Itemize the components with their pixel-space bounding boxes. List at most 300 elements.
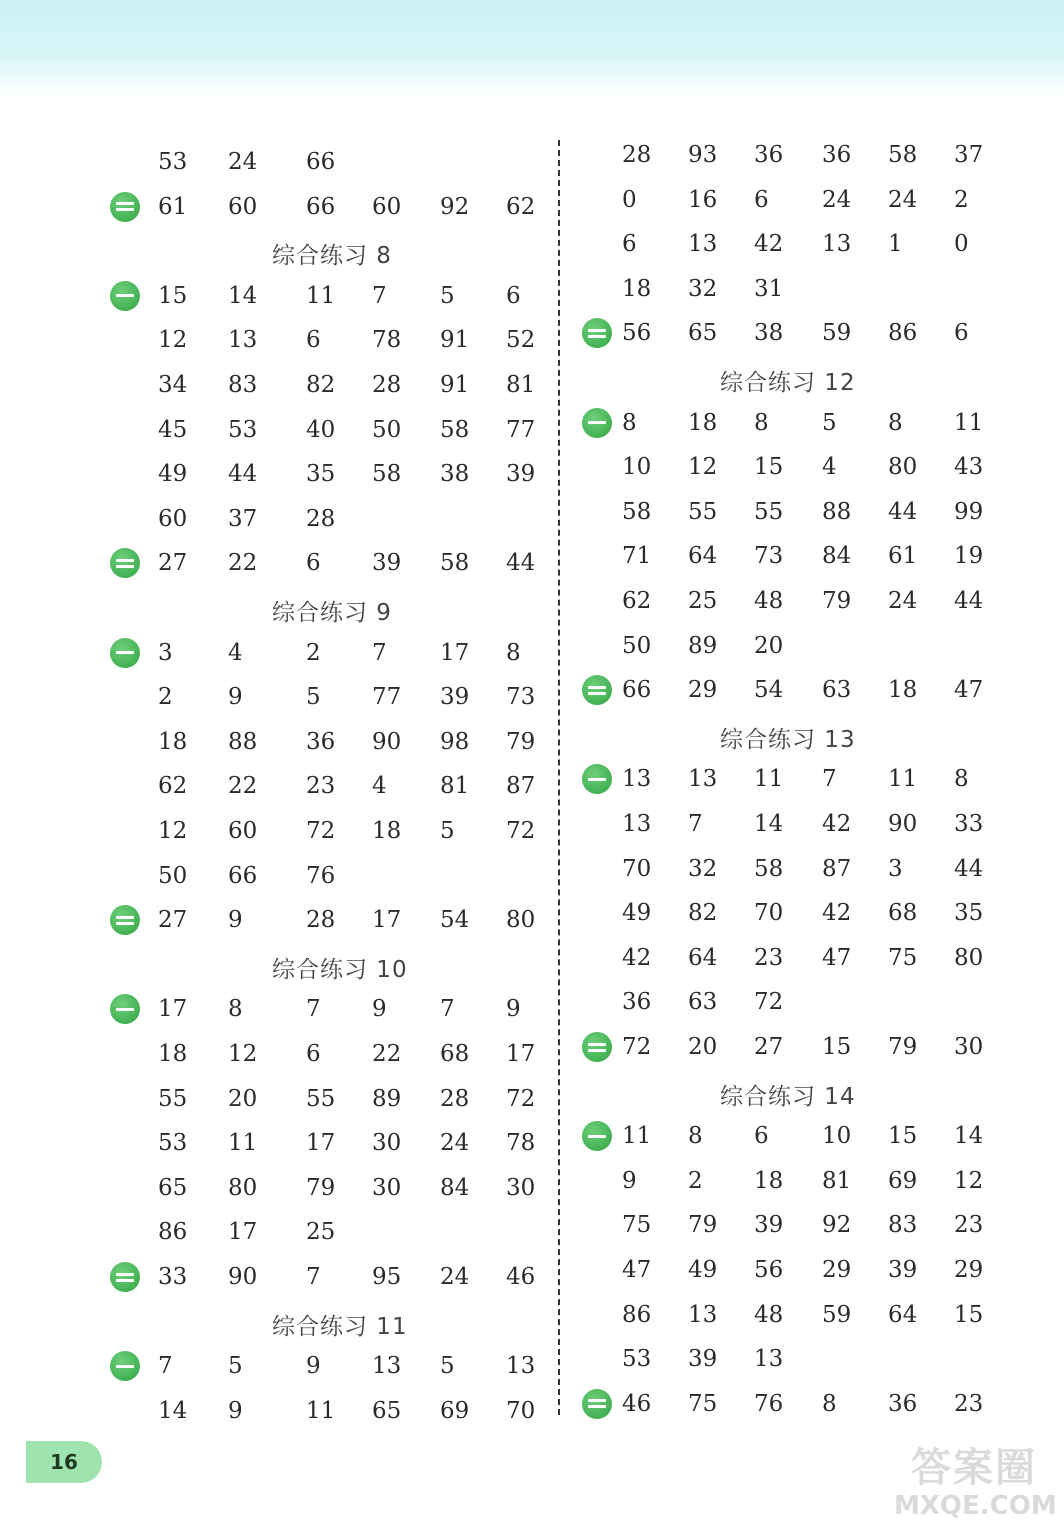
answer-number: 6	[954, 320, 969, 347]
answer-number: 80	[506, 907, 536, 934]
answer-number: 18	[622, 275, 652, 302]
answer-number: 38	[754, 320, 784, 347]
question-marker-icon	[582, 408, 612, 438]
question-marker-icon	[582, 675, 612, 705]
answer-number: 6	[506, 282, 521, 309]
answer-number: 7	[688, 811, 703, 837]
answer-number: 42	[622, 944, 652, 971]
watermark-url: MXQE.COM	[894, 1491, 1057, 1521]
answer-row	[582, 670, 1022, 710]
answer-number: 49	[158, 461, 188, 488]
answer-number: 11	[306, 1397, 336, 1424]
answer-number: 9	[622, 1167, 637, 1194]
answer-number: 6	[306, 327, 321, 354]
answer-number: 72	[506, 1085, 536, 1112]
answer-number: 68	[888, 900, 918, 927]
answer-row	[110, 1391, 550, 1431]
answer-number: 44	[954, 588, 984, 614]
answer-row	[582, 135, 1022, 175]
answer-number: 7	[372, 282, 387, 309]
answer-number: 6	[306, 550, 321, 577]
question-marker-icon	[110, 548, 140, 578]
answer-number: 33	[954, 811, 984, 837]
answer-number: 17	[306, 1130, 336, 1157]
answer-row	[582, 1116, 1022, 1156]
answer-number: 42	[822, 900, 852, 927]
answer-number: 27	[158, 907, 188, 934]
answer-row	[582, 982, 1022, 1022]
answer-row	[110, 722, 550, 762]
answer-number: 79	[506, 728, 536, 755]
answer-number: 9	[228, 907, 243, 934]
answer-number: 18	[158, 1041, 188, 1067]
answer-row	[582, 938, 1022, 978]
column-divider	[558, 140, 560, 1415]
answer-number: 47	[622, 1257, 652, 1283]
answer-number: 54	[440, 907, 470, 934]
answer-number: 23	[954, 1212, 984, 1239]
answer-number: 90	[228, 1264, 258, 1290]
answer-number: 70	[622, 855, 652, 882]
answer-number: 13	[228, 327, 258, 354]
answer-number: 88	[822, 498, 852, 525]
answer-number: 46	[622, 1390, 652, 1417]
answer-number: 0	[954, 231, 969, 258]
answer-number: 71	[622, 543, 652, 570]
watermark-logo-text: 答案圈	[911, 1445, 1037, 1491]
answer-number: 9	[228, 1397, 243, 1424]
answer-number: 7	[158, 1353, 173, 1380]
answer-number: 20	[754, 632, 784, 659]
answer-number: 91	[440, 327, 470, 354]
answer-number: 80	[954, 944, 984, 971]
answer-number: 86	[622, 1301, 652, 1328]
answer-number: 36	[622, 989, 652, 1016]
answer-number: 58	[622, 498, 652, 525]
answer-number: 91	[440, 372, 470, 398]
section-title: 综合练习 9	[272, 600, 392, 626]
answer-row	[110, 1079, 550, 1119]
answer-number: 82	[688, 900, 718, 927]
answer-number: 23	[954, 1390, 984, 1417]
answer-number: 22	[228, 550, 258, 577]
top-header-band	[0, 0, 1064, 96]
answer-number: 76	[754, 1390, 784, 1417]
answer-number: 20	[228, 1085, 258, 1112]
answer-number: 10	[822, 1123, 852, 1150]
answer-number: 5	[228, 1353, 243, 1380]
answer-row	[582, 1384, 1022, 1424]
answer-number: 58	[888, 142, 918, 168]
answer-number: 87	[822, 855, 852, 882]
answer-number: 28	[306, 505, 336, 532]
answer-number: 18	[754, 1167, 784, 1194]
answer-number: 18	[372, 818, 402, 844]
answer-number: 17	[228, 1219, 258, 1246]
answer-number: 65	[158, 1174, 188, 1201]
answer-number: 55	[306, 1085, 336, 1112]
answer-number: 44	[888, 498, 918, 525]
answer-number: 29	[822, 1257, 852, 1283]
answer-number: 78	[372, 327, 402, 354]
answer-number: 61	[888, 543, 918, 570]
answer-number: 95	[372, 1264, 402, 1290]
answer-number: 8	[228, 996, 243, 1023]
answer-number: 58	[440, 550, 470, 577]
answer-number: 28	[306, 907, 336, 934]
answer-number: 59	[822, 320, 852, 347]
answer-number: 24	[888, 588, 918, 614]
answer-number: 22	[372, 1041, 402, 1067]
answer-row	[110, 633, 550, 673]
answer-number: 50	[372, 416, 402, 443]
answer-number: 60	[158, 505, 188, 532]
answer-number: 44	[228, 461, 258, 488]
answer-number: 37	[228, 505, 258, 532]
answer-row	[110, 856, 550, 896]
answer-row	[110, 142, 550, 182]
answer-number: 13	[688, 1301, 718, 1328]
answer-number: 30	[372, 1130, 402, 1157]
answer-number: 60	[372, 193, 402, 220]
answer-number: 80	[228, 1174, 258, 1201]
answer-number: 66	[622, 677, 652, 704]
answer-number: 17	[158, 996, 188, 1023]
answer-number: 6	[754, 186, 769, 213]
answer-number: 45	[158, 416, 188, 443]
answer-number: 16	[688, 186, 718, 213]
answer-number: 36	[306, 728, 336, 755]
answer-number: 8	[622, 409, 637, 436]
answer-number: 5	[440, 282, 455, 309]
answer-row	[110, 677, 550, 717]
answer-number: 92	[440, 193, 470, 220]
answer-row	[110, 1168, 550, 1208]
answer-number: 7	[372, 639, 387, 666]
answer-number: 42	[822, 811, 852, 837]
answer-number: 36	[888, 1390, 918, 1417]
question-marker-icon	[110, 1262, 140, 1292]
answer-number: 62	[622, 588, 652, 614]
answer-number: 24	[228, 149, 258, 175]
answer-number: 59	[822, 1301, 852, 1328]
answer-number: 50	[622, 632, 652, 659]
answer-number: 13	[506, 1353, 536, 1380]
answer-number: 55	[688, 498, 718, 525]
answer-number: 39	[372, 550, 402, 577]
section-title: 综合练习 14	[720, 1083, 856, 1110]
answer-number: 11	[228, 1130, 258, 1157]
answer-number: 33	[158, 1264, 188, 1290]
answer-number: 30	[372, 1174, 402, 1201]
answer-number: 13	[754, 1346, 784, 1373]
answer-number: 92	[822, 1212, 852, 1239]
answer-number: 13	[822, 231, 852, 258]
answer-number: 90	[888, 811, 918, 837]
answer-number: 50	[158, 862, 188, 889]
answer-number: 73	[754, 543, 784, 570]
answer-number: 88	[228, 728, 258, 755]
answer-number: 81	[822, 1167, 852, 1194]
answer-number: 8	[888, 409, 903, 436]
answer-number: 66	[306, 193, 336, 220]
answer-number: 2	[688, 1167, 703, 1194]
answer-number: 17	[440, 639, 470, 666]
answer-row	[582, 893, 1022, 933]
section-title: 综合练习 12	[720, 370, 856, 396]
answer-number: 75	[688, 1390, 718, 1417]
answer-number: 75	[622, 1212, 652, 1239]
answer-number: 32	[688, 855, 718, 882]
answer-number: 10	[622, 454, 652, 481]
answer-number: 5	[306, 684, 321, 711]
question-marker-icon	[110, 1351, 140, 1381]
answer-number: 15	[754, 454, 784, 481]
answer-number: 28	[372, 372, 402, 398]
answer-number: 13	[688, 231, 718, 258]
answer-number: 79	[306, 1174, 336, 1201]
answer-number: 11	[306, 282, 336, 309]
answer-number: 12	[158, 818, 188, 844]
answer-number: 56	[622, 320, 652, 347]
section-title: 综合练习 10	[272, 956, 408, 983]
answer-number: 31	[754, 275, 784, 302]
answer-row	[582, 536, 1022, 576]
answer-number: 69	[440, 1397, 470, 1424]
answer-number: 0	[622, 186, 637, 213]
answer-number: 23	[754, 944, 784, 971]
question-marker-icon	[110, 192, 140, 222]
answer-number: 77	[372, 684, 402, 711]
answer-number: 68	[440, 1041, 470, 1067]
answer-row	[582, 1339, 1022, 1379]
answer-row	[110, 989, 550, 1029]
answer-number: 49	[622, 900, 652, 927]
answer-number: 37	[954, 142, 984, 168]
answer-number: 76	[306, 862, 336, 889]
answer-number: 43	[954, 454, 984, 481]
answer-number: 62	[506, 193, 536, 220]
answer-number: 54	[754, 677, 784, 704]
answer-number: 63	[688, 989, 718, 1016]
answer-number: 63	[822, 677, 852, 704]
answer-number: 36	[822, 142, 852, 168]
answer-number: 87	[506, 773, 536, 800]
answer-number: 40	[306, 416, 336, 443]
answer-number: 69	[888, 1167, 918, 1194]
question-marker-icon	[110, 281, 140, 311]
watermark	[894, 1445, 1057, 1528]
answer-number: 48	[754, 1301, 784, 1328]
answer-number: 80	[888, 454, 918, 481]
answer-number: 3	[888, 855, 903, 882]
answer-number: 52	[506, 327, 536, 354]
question-marker-icon	[582, 1032, 612, 1062]
answer-number: 35	[954, 900, 984, 927]
answer-number: 36	[754, 142, 784, 168]
answer-number: 2	[158, 684, 173, 711]
answer-number: 5	[440, 818, 455, 844]
answer-row	[110, 900, 550, 940]
answer-number: 70	[754, 900, 784, 927]
answer-number: 46	[506, 1264, 536, 1290]
answer-number: 9	[228, 684, 243, 711]
answer-number: 56	[754, 1257, 784, 1283]
answer-number: 53	[158, 149, 188, 175]
answer-number: 13	[688, 766, 718, 793]
answer-row	[582, 224, 1022, 264]
answer-number: 39	[506, 461, 536, 488]
answer-row	[582, 1027, 1022, 1067]
question-marker-icon	[582, 1121, 612, 1151]
answer-row	[582, 180, 1022, 220]
answer-number: 9	[372, 996, 387, 1023]
answer-number: 6	[622, 231, 637, 258]
answer-number: 12	[228, 1041, 258, 1067]
answer-number: 24	[440, 1264, 470, 1290]
answer-number: 5	[440, 1353, 455, 1380]
answer-number: 82	[306, 372, 336, 398]
answer-number: 30	[506, 1174, 536, 1201]
section-title: 综合练习 11	[272, 1313, 408, 1340]
answer-number: 1	[888, 231, 903, 258]
answer-number: 99	[954, 498, 984, 525]
answer-number: 29	[954, 1257, 984, 1283]
answer-row	[110, 766, 550, 806]
answer-number: 39	[754, 1212, 784, 1239]
answer-row	[110, 1034, 550, 1074]
answer-number: 24	[888, 186, 918, 213]
answer-row	[582, 492, 1022, 532]
answer-number: 14	[158, 1397, 188, 1424]
answer-number: 18	[888, 677, 918, 704]
answer-number: 53	[158, 1130, 188, 1157]
answer-number: 58	[440, 416, 470, 443]
answer-number: 7	[440, 996, 455, 1023]
answer-number: 11	[954, 409, 984, 436]
answer-number: 8	[754, 409, 769, 436]
answer-number: 83	[228, 372, 258, 398]
answer-number: 12	[688, 454, 718, 481]
answer-number: 13	[372, 1353, 402, 1380]
answer-row	[110, 1257, 550, 1297]
answer-number: 27	[754, 1034, 784, 1060]
answer-number: 11	[754, 766, 784, 793]
answer-number: 98	[440, 728, 470, 755]
section-title: 综合练习 8	[272, 243, 392, 270]
answer-number: 2	[306, 639, 321, 666]
answer-number: 79	[822, 588, 852, 614]
answer-number: 3	[158, 639, 173, 666]
answer-number: 8	[954, 766, 969, 793]
answer-number: 6	[306, 1041, 321, 1067]
page-number-tab	[26, 1441, 102, 1483]
answer-number: 28	[440, 1085, 470, 1112]
answer-number: 2	[954, 186, 969, 213]
answer-row	[110, 811, 550, 851]
answer-number: 78	[506, 1130, 536, 1157]
answer-number: 4	[372, 773, 387, 800]
answer-number: 23	[306, 773, 336, 800]
answer-number: 53	[622, 1346, 652, 1373]
answer-number: 15	[158, 282, 188, 309]
answer-number: 81	[506, 372, 536, 398]
answer-number: 13	[622, 766, 652, 793]
answer-number: 17	[372, 907, 402, 934]
answer-number: 60	[228, 193, 258, 220]
answer-number: 93	[688, 142, 718, 168]
answer-number: 72	[754, 989, 784, 1016]
answer-number: 20	[688, 1034, 718, 1060]
answer-number: 22	[228, 773, 258, 800]
answer-number: 81	[440, 773, 470, 800]
answer-row	[110, 454, 550, 494]
answer-number: 79	[888, 1034, 918, 1060]
answer-number: 11	[622, 1123, 652, 1150]
answer-row	[582, 1161, 1022, 1201]
answer-number: 7	[306, 1264, 321, 1290]
answer-number: 15	[888, 1123, 918, 1150]
answer-number: 70	[506, 1397, 536, 1424]
answer-row	[110, 320, 550, 360]
question-marker-icon	[582, 764, 612, 794]
answer-row	[110, 499, 550, 539]
answer-number: 39	[888, 1257, 918, 1283]
answer-number: 64	[688, 543, 718, 570]
answer-number: 24	[440, 1130, 470, 1157]
answer-number: 72	[306, 818, 336, 844]
answer-number: 5	[822, 409, 837, 436]
answer-number: 75	[888, 944, 918, 971]
answer-number: 6	[754, 1123, 769, 1150]
answer-number: 17	[506, 1041, 536, 1067]
answer-number: 55	[754, 498, 784, 525]
answer-number: 44	[506, 550, 536, 577]
answer-number: 62	[158, 773, 188, 800]
answer-row	[110, 365, 550, 405]
answer-number: 24	[822, 186, 852, 213]
answer-number: 42	[754, 231, 784, 258]
answer-number: 77	[506, 416, 536, 443]
answer-number: 73	[506, 684, 536, 711]
answer-number: 47	[954, 677, 984, 704]
answer-number: 38	[440, 461, 470, 488]
answer-row	[582, 804, 1022, 844]
answer-row	[110, 276, 550, 316]
answer-row	[110, 543, 550, 583]
answer-number: 84	[822, 543, 852, 570]
question-marker-icon	[110, 638, 140, 668]
answer-number: 72	[622, 1034, 652, 1060]
answer-number: 25	[688, 588, 718, 614]
answer-number: 84	[440, 1174, 470, 1201]
answer-number: 12	[158, 327, 188, 354]
answer-number: 44	[954, 855, 984, 882]
answer-row	[582, 269, 1022, 309]
answer-number: 49	[688, 1257, 718, 1283]
answer-row	[582, 1295, 1022, 1335]
answer-row	[582, 1250, 1022, 1290]
answer-number: 86	[888, 320, 918, 347]
answer-number: 58	[754, 855, 784, 882]
answer-number: 66	[228, 862, 258, 889]
answer-row	[582, 1205, 1022, 1245]
answer-number: 8	[688, 1123, 703, 1150]
answer-number: 15	[954, 1301, 984, 1328]
answer-number: 60	[228, 818, 258, 844]
answer-number: 89	[688, 632, 718, 659]
answer-number: 53	[228, 416, 258, 443]
